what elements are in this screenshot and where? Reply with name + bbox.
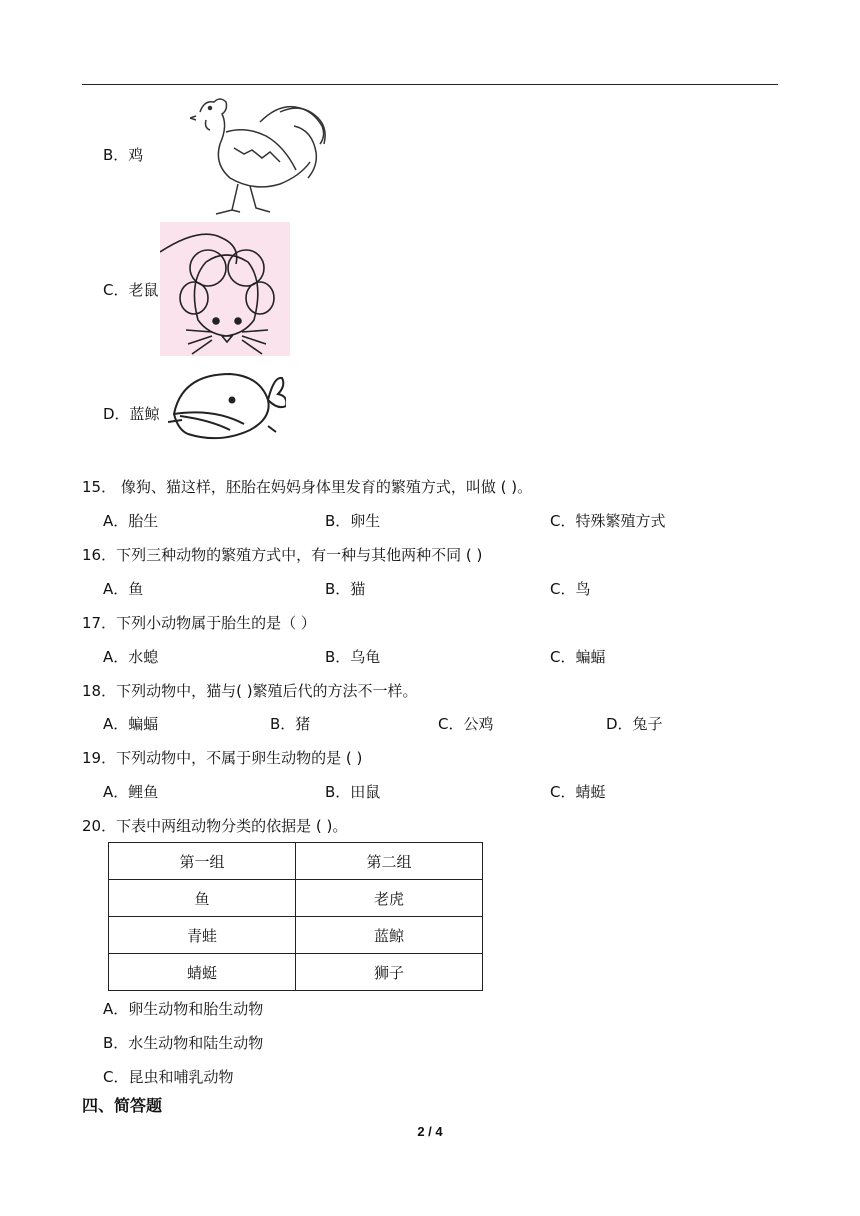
q18-option-d: D．兔子 [606,715,663,733]
q17-option-b: B．乌龟 [325,648,381,666]
q18-option-c: C．公鸡 [438,715,494,733]
table-cell: 蜻蜓 [109,954,296,991]
q16-option-a: A．鱼 [103,580,144,598]
q20-option-b: B．水生动物和陆生动物 [103,1034,264,1052]
header-rule [82,84,778,85]
q20-option-c: C．昆虫和哺乳动物 [103,1068,234,1086]
q19-option-b: B．田鼠 [325,783,381,801]
section-heading: 四、简答题 [82,1096,163,1115]
table-cell: 狮子 [296,954,483,991]
table-cell: 蓝鲸 [296,917,483,954]
table-cell: 老虎 [296,880,483,917]
table-cell: 青蛙 [109,917,296,954]
table-header-cell: 第一组 [109,843,296,880]
q15-option-c: C．特殊繁殖方式 [550,512,666,530]
question-15-stem: 15． 像狗、猫这样，胚胎在妈妈身体里发育的繁殖方式，叫做 ( )。 [82,478,533,496]
table-row [109,880,483,917]
q18-option-a: A．蝙蝠 [103,715,159,733]
q15-option-a: A．胎生 [103,512,159,530]
q19-option-c: C．蜻蜓 [550,783,606,801]
question-19-stem: 19．下列动物中，不属于卵生动物的是 ( ) [82,749,363,767]
q19-option-a: A．鲤鱼 [103,783,159,801]
mouse-drawing-icon [160,222,290,356]
q15-option-b: B．卵生 [325,512,381,530]
option-c-label: C．老鼠 [103,281,159,299]
table-cell: 鱼 [109,880,296,917]
q16-option-c: C．鸟 [550,580,591,598]
page-number: 2 / 4 [417,1124,443,1139]
whale-drawing-icon [168,366,286,442]
option-b-label: B．鸡 [103,146,144,164]
question-17-stem: 17．下列小动物属于胎生的是（ ） [82,614,316,632]
q17-option-c: C．蝙蝠 [550,648,606,666]
question-18-stem: 18．下列动物中，猫与( )繁殖后代的方法不一样。 [82,682,418,700]
classification-table [108,842,483,991]
table-header-row [109,843,483,880]
table-row [109,917,483,954]
q18-option-b: B．猪 [270,715,311,733]
option-d-label: D．蓝鲸 [103,405,160,423]
q20-option-a: A．卵生动物和胎生动物 [103,1000,264,1018]
question-16-stem: 16．下列三种动物的繁殖方式中，有一种与其他两种不同 ( ) [82,546,483,564]
q17-option-a: A．水螅 [103,648,159,666]
question-20-stem: 20．下表中两组动物分类的依据是 ( )。 [82,817,348,835]
q16-option-b: B．猫 [325,580,366,598]
table-header-cell: 第二组 [296,843,483,880]
table-row [109,954,483,991]
rooster-drawing-icon [190,92,350,218]
